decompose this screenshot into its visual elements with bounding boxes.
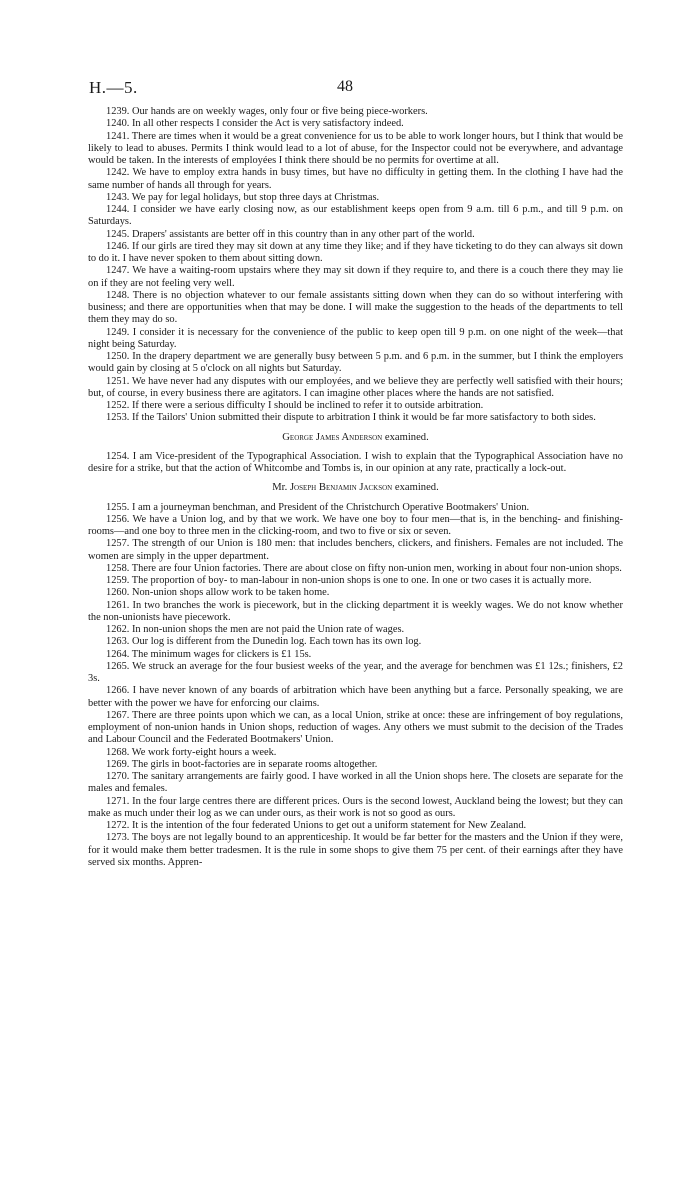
paragraph-1253: 1253. If the Tailors' Union submitted their dispute to arbitration I think it would be far more satisfactory to both sides. xyxy=(106,412,596,424)
paragraph-1264: 1264. The minimum wages for clickers is £1 15s. xyxy=(106,648,312,660)
paragraph-1252: 1252. If there were a serious difficulty I should be inclined to refer it to outside arbitration. xyxy=(106,400,484,411)
paragraph-1266: 1266. I have never known of any boards of arbitration which have been anything but a farce. Personally speaking, we are better with the power we have for enforcing our claims. xyxy=(88,685,623,709)
document-reference: H.—5. xyxy=(89,78,138,97)
witness-name: George James Anderson xyxy=(282,431,383,443)
paragraph-1273: 1273. The boys are not legally bound to an apprenticeship. It would be far better for the masters and the Union if they were, for it would make them better tradesmen. It is the rule in some shops to give them 75 per cent. of their earnings after they have served six months. Appren- xyxy=(88,832,623,868)
paragraph-1241: 1241. There are times when it would be a great convenience for us to be able to work longer hours, but I think that would be likely to lead to abuses. Permits I think would lead to a lot of abuse, for the Inspector could not be everywhere, and advantage would be taken. In the interests of employées I think there should be no permits for overtime at all. xyxy=(88,130,623,166)
evidence-section-3 xyxy=(88,502,623,870)
paragraph-1262: 1262. In non-union shops the men are not paid the Union rate of wages. xyxy=(106,624,405,635)
witness-heading-anderson xyxy=(88,432,623,444)
witness-suffix: examined. xyxy=(392,482,439,494)
witness-name: Joseph Benjamin Jackson xyxy=(289,482,393,494)
paragraph-1265: 1265. We struck an average for the four busiest weeks of the year, and the average for benchmen was £1 12s.; finishers, £2 3s. xyxy=(88,660,623,684)
paragraph-1270: 1270. The sanitary arrangements are fairly good. I have worked in all the Union shops here. The closets are separate for the males and females. xyxy=(88,771,623,795)
paragraph-1255: 1255. I am a journeyman benchman, and President of the Christchurch Operative Bootmakers' Union. xyxy=(106,501,530,513)
witness-prefix: Mr. xyxy=(272,482,290,494)
paragraph-1259: 1259. The proportion of boy- to man-labour in non-union shops is one to one. In one or two cases it is actually more. xyxy=(106,575,592,586)
paragraph-1263: 1263. Our log is different from the Dunedin log. Each town has its own log. xyxy=(106,636,422,648)
paragraph-1271: 1271. In the four large centres there are different prices. Ours is the second lowest, Auckland being the lowest; but they can make as much under their log as we can under ours, as their work is not so good as ours. xyxy=(88,795,623,819)
evidence-section-2 xyxy=(88,451,623,476)
paragraph-1272: 1272. It is the intention of the four federated Unions to get out a uniform statement for New Zealand. xyxy=(106,820,527,831)
paragraph-1267: 1267. There are three points upon which we can, as a local Union, strike at once: these are infringement of boy regulations, employment of non-union hands in Union shops, reduction of wages. Any others we must submit to the decision of the Trades and Labour Council and the Federated Bootmakers' Union. xyxy=(88,709,623,746)
paragraph-1239: 1239. Our hands are on weekly wages, only four or five being piece-workers. xyxy=(106,106,428,117)
paragraph-1256: 1256. We have a Union log, and by that we work. We have one boy to four men—that is, in the benching- and finishing-rooms—and one boy to three men in the clicking-room, and two to five or six or seven. xyxy=(88,513,623,537)
paragraph-1242: 1242. We have to employ extra hands in busy times, but have no difficulty in getting them. In the clothing I have had the same number of hands all through for years. xyxy=(88,167,623,191)
paragraph-1254: 1254. I am Vice-president of the Typographical Association. I wish to explain that the Typographical Association have no desire for a strike, but that the action of Whitcombe and Tombs is, in our opinion at any rate, practically a lock-out. xyxy=(88,450,623,474)
paragraph-1245: 1245. Drapers' assistants are better off in this country than in any other part of the world. xyxy=(106,228,475,240)
paragraph-1261: 1261. In two branches the work is piecework, but in the clicking department it is weekly wages. We do not know whether the non-unionists have piecework. xyxy=(88,599,623,623)
evidence-section-1 xyxy=(88,106,623,425)
paragraph-1260: 1260. Non-union shops allow work to be taken home. xyxy=(106,587,330,599)
paragraph-1249: 1249. I consider it is necessary for the convenience of the public to keep open till 9 p.m. on one night of the week—that night being Saturday. xyxy=(88,326,623,350)
paragraph-1258: 1258. There are four Union factories. There are about close on fifty non-union men, working in about four non-union shops. xyxy=(106,562,622,574)
paragraph-1247: 1247. We have a waiting-room upstairs where they may sit down if they require to, and there is a couch there they may lie on if they are not feeling very well. xyxy=(88,265,623,289)
page-body xyxy=(88,106,623,869)
paragraph-1246: 1246. If our girls are tired they may sit down at any time they like; and if they have ticketing to do they can always sit down to do it. I have never spoken to them about sitting down. xyxy=(88,240,623,264)
witness-heading-jackson xyxy=(88,482,623,494)
paragraph-1269: 1269. The girls in boot-factories are in separate rooms altogether. xyxy=(106,758,378,770)
paragraph-1251: 1251. We have never had any disputes with our employées, and we believe they are perfectly well satisfied with their hours; but, of course, in every business there are agitators. I can imagine other places where the hands are not satisfied. xyxy=(88,375,623,399)
paragraph-1257: 1257. The strength of our Union is 180 men: that includes benchers, clickers, and finishers. Females are not included. The women are simply in the upper department. xyxy=(88,538,623,562)
paragraph-1243: 1243. We pay for legal holidays, but stop three days at Christmas. xyxy=(106,191,380,203)
page-number: 48 xyxy=(337,78,353,95)
page-header xyxy=(89,78,609,98)
paragraph-1244: 1244. I consider we have early closing now, as our establishment keeps open from 9 a.m. till 6 p.m., and till 9 p.m. on Saturdays. xyxy=(88,204,623,228)
paragraph-1268: 1268. We work forty-eight hours a week. xyxy=(106,746,277,758)
paragraph-1240: 1240. In all other respects I consider the Act is very satisfactory indeed. xyxy=(106,118,404,130)
paragraph-1248: 1248. There is no objection whatever to our female assistants sitting down when they can do so without interfering with business; and there are opportunities when that may be done. I will make the suggestion to the heads of the departments to tell them they may do so. xyxy=(88,289,623,326)
witness-suffix: examined. xyxy=(382,431,429,443)
paragraph-1250: 1250. In the drapery department we are generally busy between 5 p.m. and 6 p.m. in the summer, but I think the employers would gain by closing at 5 o'clock on all nights but Saturday. xyxy=(88,351,623,375)
